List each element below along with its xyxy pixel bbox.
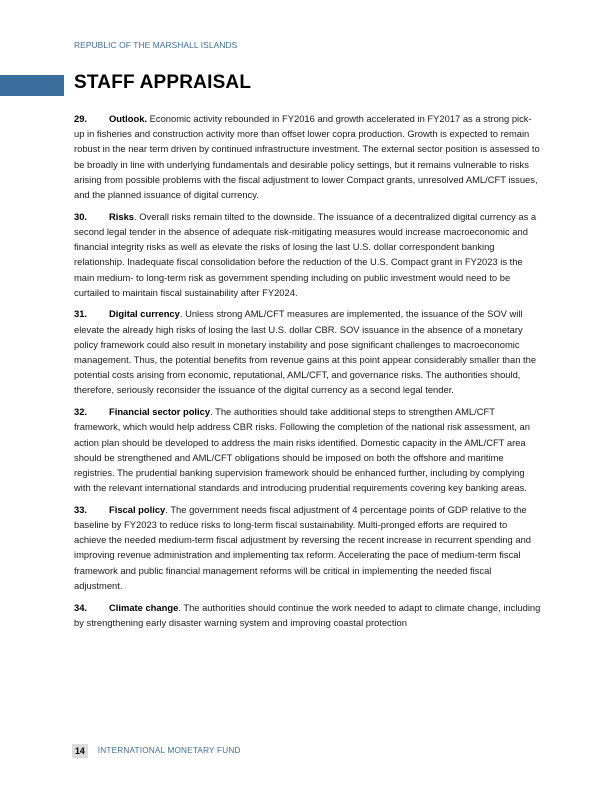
paragraph-30 — [74, 209, 542, 300]
paragraph-31 — [74, 306, 542, 397]
footer-label: INTERNATIONAL MONETARY FUND — [97, 746, 241, 755]
paragraph-heading: Digital currency — [109, 308, 180, 320]
paragraph-text: . Unless strong AML/CFT measures are implemented, the issuance of the SOV will elevate the already high risks of losing the last U.S. dollar CBR. SOV issuance in the absence of a monetary policy framework could also result in monetary instability and pose significant challenges to macroeconomic management. Thus, the potential benefits from revenue gains at this point appear considerably smaller than the potential costs arising from economic, reputational, AML/CFT, and governance risks. The authorities should, therefore, seriously reconsider the issuance of the digital currency as a second legal tender. — [74, 308, 537, 396]
paragraph-number: 31. — [74, 308, 88, 320]
paragraph-heading: Climate change — [109, 601, 179, 613]
paragraph-text: Economic activity rebounded in FY2016 and growth accelerated in FY2017 as a strong pick-up in fisheries and construction activity more than offset lower copra production. Growth is expected to remain robust in the near term driven by continued infrastructure investment. The external sector position is assessed to be broadly in line with underlying fundamentals and desirable policy settings, but it remains vulnerable to risks arising from possible problems with the fiscal adjustment to lower Compact grants, unresolved AML/CFT issues, and the planned issuance of digital currency. — [74, 113, 540, 201]
paragraph-heading: Financial sector policy — [109, 406, 211, 418]
paragraph-heading: Outlook. — [109, 113, 148, 124]
paragraph-number: 32. — [74, 406, 88, 418]
paragraph-number: 34. — [74, 601, 88, 613]
paragraph-33 — [74, 502, 542, 593]
section-title: STAFF APPRAISAL — [74, 72, 252, 93]
paragraph-text: . The government needs fiscal adjustment of 4 percentage points of GDP relative to the baseline by FY2023 to reduce risks to long-term fiscal sustainability. Multi-pronged efforts are required to achieve the needed medium-term fiscal adjustment by reversing the recent increase in recurrent spending and improving revenue administration and implementing tax reform. Accelerating the pace of medium-term fiscal framework and public financial management reforms will be critical in implementing the needed fiscal adjustment. — [74, 503, 532, 591]
paragraph-heading: Fiscal policy — [109, 503, 166, 515]
paragraph-text: . The authorities should take additional steps to strengthen AML/CFT framework, which would help address CBR risks. Following the completion of the national risk assessment, an action plan should be developed to address the main risks identified. Domestic capacity in the AML/CFT area should be strengthened and AML/CFT obligations should be imposed on both the offshore and maritime registries. The prudential banking supervision framework should be enhanced further, including by complying with the relevant international standards and introducing prudential requirements covering key banking areas. — [74, 406, 530, 494]
paragraph-text: . The authorities should continue the work needed to adapt to climate change, including by strengthening early disaster warning system and improving coastal protection — [74, 601, 541, 628]
paragraph-34 — [74, 600, 542, 630]
page-footer — [72, 743, 241, 758]
running-header: REPUBLIC OF THE MARSHALL ISLANDS — [74, 40, 238, 50]
paragraph-number: 30. — [74, 210, 88, 222]
section-accent-bar — [0, 75, 64, 96]
paragraph-number: 33. — [74, 503, 88, 515]
paragraph-number: 29. — [74, 113, 88, 124]
paragraph-29 — [74, 111, 542, 202]
paragraph-heading: Risks — [109, 210, 135, 222]
page-number: 14 — [72, 744, 88, 758]
paragraph-text: . Overall risks remain tilted to the downside. The issuance of a decentralized digital currency as a second legal tender in the absence of adequate risk-mitigating measures would increase macroeconomic and financial integrity risks as well as elevate the risks of losing the last U.S. dollar correspondent banking relationship. Inadequate fiscal consolidation before the reduction of the U.S. Compact grant in FY2023 is the main medium- to long-term risk as government spending including on public investment would need to be curtailed to maintain fiscal sustainability after FY2024. — [74, 210, 537, 298]
body-text — [74, 111, 542, 637]
paragraph-32 — [74, 404, 542, 495]
